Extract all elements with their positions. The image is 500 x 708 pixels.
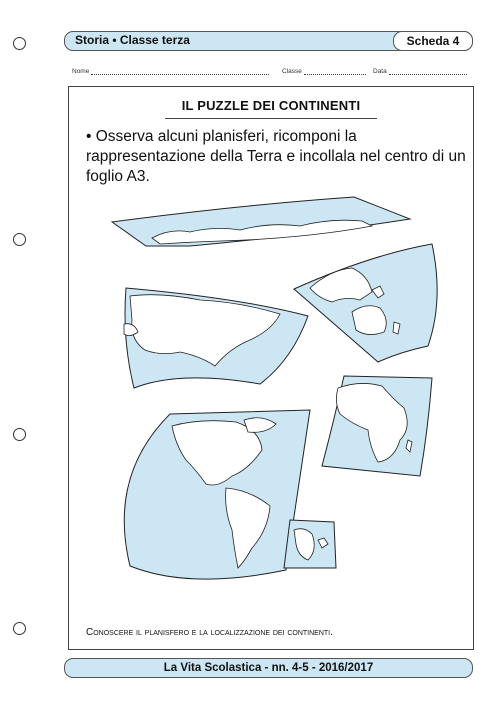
scheda-label: Scheda 4: [393, 31, 473, 51]
puzzle-piece-eurasia[interactable]: [124, 288, 308, 388]
puzzle-piece-northern-strip[interactable]: [112, 197, 410, 246]
puzzle-piece-americas[interactable]: [124, 410, 310, 579]
worksheet-title: IL PUZZLE DEI CONTINENTI: [181, 98, 361, 113]
name-label: Nome: [72, 68, 90, 75]
class-label: Classe: [282, 68, 302, 75]
puzzle-piece-asia-oceania[interactable]: [294, 244, 437, 362]
date-label: Data: [373, 68, 387, 75]
subject-title: Storia • Classe terza: [75, 33, 190, 47]
learning-objective: Conoscere il planisfero e la localizzazione dei continenti.: [86, 627, 333, 638]
puzzle-piece-africa[interactable]: [322, 376, 432, 476]
footer-bar: La Vita Scolastica - nn. 4-5 - 2016/2017: [64, 658, 473, 678]
puzzle-piece-small-south[interactable]: [284, 520, 336, 568]
instruction-text: • Osserva alcuni planisferi, ricomponi la rappresentazione della Terra e incollala nel centro di un foglio A3.: [86, 128, 466, 185]
